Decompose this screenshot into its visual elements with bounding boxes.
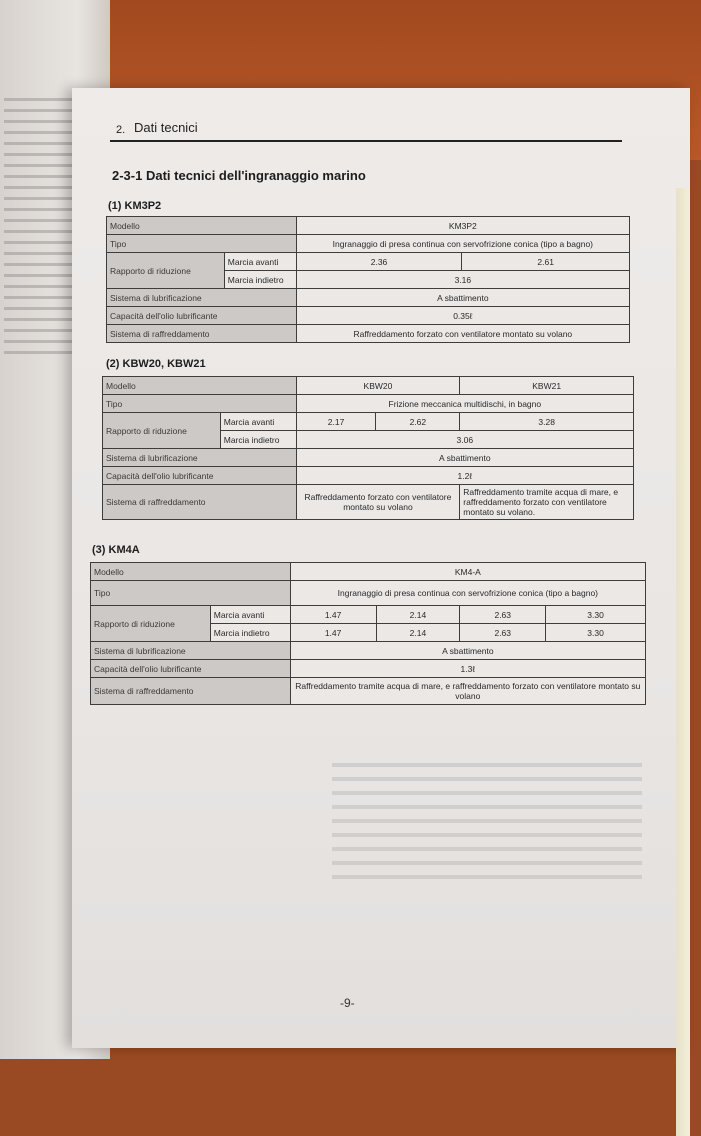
- table-row: [91, 678, 646, 705]
- tipo-label: Tipo: [91, 581, 291, 606]
- table-row: [91, 642, 646, 660]
- km3p2-table: [106, 216, 630, 343]
- table-row: [107, 289, 630, 307]
- section-title: 2-3-1 Dati tecnici dell'ingranaggio marino: [112, 168, 366, 183]
- tipo-value: Ingranaggio di presa continua con servofrizione conica (tipo a bagno): [296, 235, 629, 253]
- capacita-value: 1.3ℓ: [290, 660, 645, 678]
- indietro-label: Marcia indietro: [210, 624, 290, 642]
- table-row: [103, 395, 634, 413]
- kbw-heading: (2) KBW20, KBW21: [106, 358, 206, 370]
- capacita-value: 1.2ℓ: [296, 467, 633, 485]
- lubrif-value: A sbattimento: [290, 642, 645, 660]
- indietro-value: 3.16: [296, 271, 629, 289]
- chapter-header: [110, 118, 622, 142]
- avanti-value: 3.28: [460, 413, 634, 431]
- show-through-text: [332, 753, 642, 953]
- capacita-label: Capacità dell'olio lubrificante: [107, 307, 297, 325]
- table-row: [91, 581, 646, 606]
- indietro-value: 1.47: [290, 624, 376, 642]
- lubrif-label: Sistema di lubrificazione: [107, 289, 297, 307]
- avanti-label: Marcia avanti: [224, 253, 296, 271]
- avanti-value-2: 2.61: [462, 253, 630, 271]
- km4a-heading: (3) KM4A: [92, 544, 140, 556]
- avanti-value: 2.62: [376, 413, 460, 431]
- rapporto-label: Rapporto di riduzione: [107, 253, 225, 289]
- avanti-value: 2.63: [460, 606, 546, 624]
- modello-value-2: KBW21: [460, 377, 634, 395]
- table-row: [103, 467, 634, 485]
- raffredd-label: Sistema di raffreddamento: [103, 485, 297, 520]
- indietro-value: 2.14: [376, 624, 460, 642]
- indietro-value: 3.06: [296, 431, 633, 449]
- raffredd-label: Sistema di raffreddamento: [107, 325, 297, 343]
- table-row: [91, 563, 646, 581]
- modello-value-1: KBW20: [296, 377, 460, 395]
- km4a-table: [90, 562, 646, 705]
- table-row: [103, 449, 634, 467]
- lubrif-label: Sistema di lubrificazione: [103, 449, 297, 467]
- indietro-label: Marcia indietro: [224, 271, 296, 289]
- tipo-value: Frizione meccanica multidischi, in bagno: [296, 395, 633, 413]
- page-number: -9-: [340, 996, 355, 1010]
- tipo-label: Tipo: [103, 395, 297, 413]
- table-row: [107, 235, 630, 253]
- raffredd-value-1: Raffreddamento forzato con ventilatore montato su volano: [296, 485, 460, 520]
- indietro-label: Marcia indietro: [220, 431, 296, 449]
- modello-label: Modello: [91, 563, 291, 581]
- kbw-table: [102, 376, 634, 520]
- raffredd-value-2: Raffreddamento tramite acqua di mare, e raffreddamento forzato con ventilatore montato su volano.: [460, 485, 634, 520]
- table-row: [107, 253, 630, 271]
- lubrif-value: A sbattimento: [296, 289, 629, 307]
- table-row: [107, 217, 630, 235]
- page-edge: [676, 188, 690, 1136]
- table-row: [103, 377, 634, 395]
- capacita-label: Capacità dell'olio lubrificante: [91, 660, 291, 678]
- rapporto-label: Rapporto di riduzione: [103, 413, 221, 449]
- capacita-label: Capacità dell'olio lubrificante: [103, 467, 297, 485]
- table-row: [103, 413, 634, 431]
- modello-label: Modello: [103, 377, 297, 395]
- raffredd-label: Sistema di raffreddamento: [91, 678, 291, 705]
- lubrif-value: A sbattimento: [296, 449, 633, 467]
- km3p2-heading: (1) KM3P2: [108, 200, 162, 212]
- avanti-value: 1.47: [290, 606, 376, 624]
- modello-value: KM4-A: [290, 563, 645, 581]
- avanti-label: Marcia avanti: [210, 606, 290, 624]
- avanti-value: 3.30: [546, 606, 646, 624]
- chapter-number: 2.: [116, 124, 126, 136]
- avanti-value: 2.14: [376, 606, 460, 624]
- indietro-value: 3.30: [546, 624, 646, 642]
- indietro-value: 2.63: [460, 624, 546, 642]
- rapporto-label: Rapporto di riduzione: [91, 606, 211, 642]
- modello-value: KM3P2: [296, 217, 629, 235]
- table-row: [107, 325, 630, 343]
- table-row: [107, 307, 630, 325]
- table-row: [91, 606, 646, 624]
- document-page: [72, 88, 690, 1048]
- raffredd-value: Raffreddamento forzato con ventilatore montato su volano: [296, 325, 629, 343]
- avanti-value-1: 2.36: [296, 253, 462, 271]
- modello-label: Modello: [107, 217, 297, 235]
- avanti-value: 2.17: [296, 413, 376, 431]
- table-row: [103, 485, 634, 520]
- raffredd-value: Raffreddamento tramite acqua di mare, e raffreddamento forzato con ventilatore montato su volano: [290, 678, 645, 705]
- tipo-value: Ingranaggio di presa continua con servofrizione conica (tipo a bagno): [290, 581, 645, 606]
- avanti-label: Marcia avanti: [220, 413, 296, 431]
- chapter-title: Dati tecnici: [134, 120, 198, 135]
- lubrif-label: Sistema di lubrificazione: [91, 642, 291, 660]
- capacita-value: 0.35ℓ: [296, 307, 629, 325]
- table-row: [91, 660, 646, 678]
- tipo-label: Tipo: [107, 235, 297, 253]
